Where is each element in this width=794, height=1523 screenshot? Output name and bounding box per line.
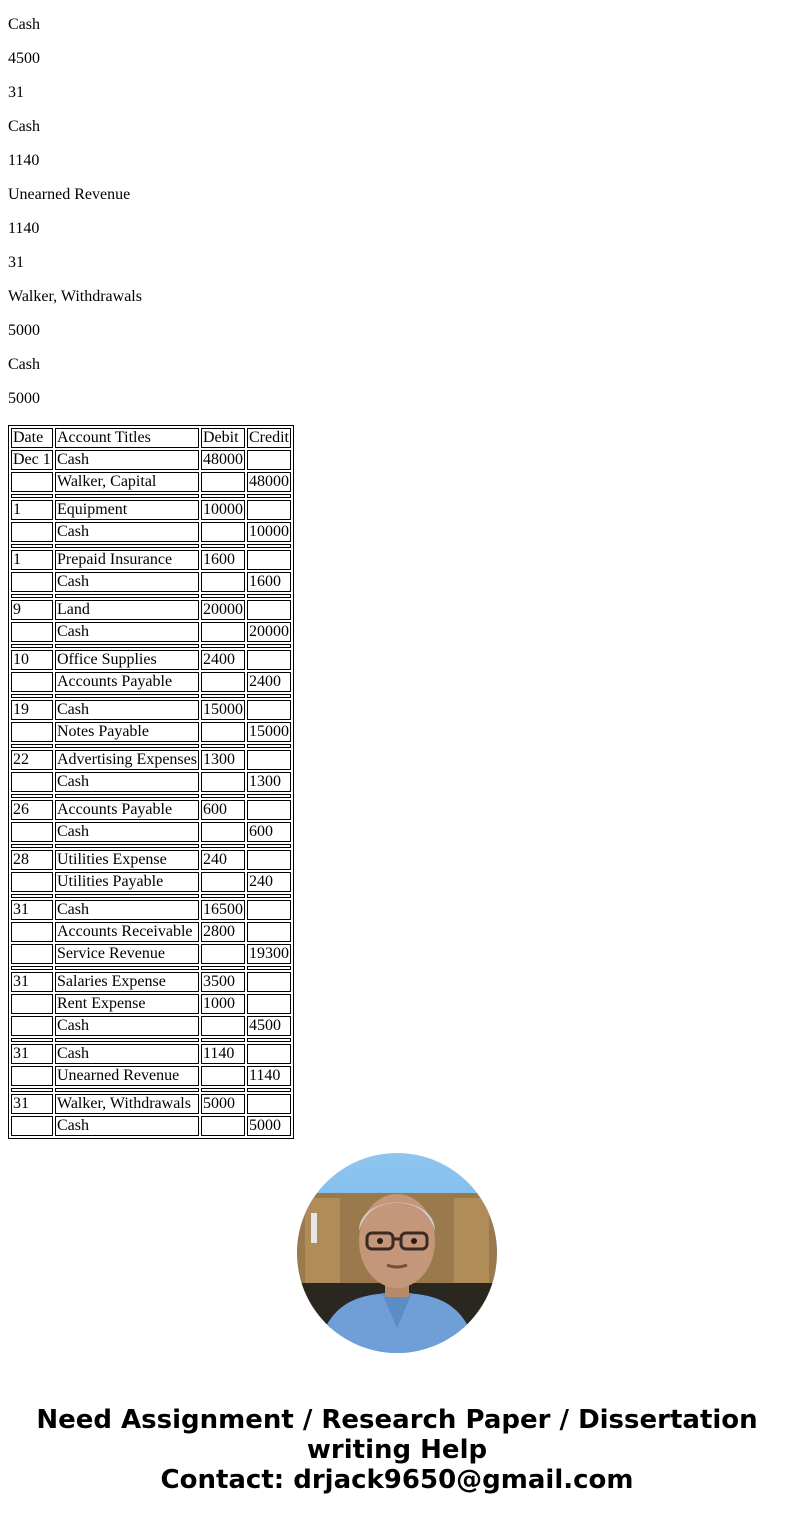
cell-debit	[201, 772, 245, 792]
table-row	[11, 922, 291, 942]
separator-cell	[247, 1038, 291, 1042]
cell-debit: 1140	[201, 1044, 245, 1064]
cell-credit: 1600	[247, 572, 291, 592]
table-row	[11, 550, 291, 570]
separator-cell	[247, 966, 291, 970]
cell-credit: 4500	[247, 1016, 291, 1036]
separator-cell	[247, 1088, 291, 1092]
cell-debit: 2800	[201, 922, 245, 942]
entry-separator-row	[11, 544, 291, 548]
cell-date: Dec 1	[11, 450, 53, 470]
cell-date: 26	[11, 800, 53, 820]
cell-credit: 600	[247, 822, 291, 842]
table-row	[11, 1094, 291, 1114]
cell-account: Notes Payable	[55, 722, 199, 742]
table-row	[11, 1016, 291, 1036]
separator-cell	[247, 694, 291, 698]
cell-debit	[201, 872, 245, 892]
cell-account: Utilities Payable	[55, 872, 199, 892]
cell-debit: 240	[201, 850, 245, 870]
cell-debit	[201, 1066, 245, 1086]
cell-credit	[247, 600, 291, 620]
cell-credit	[247, 650, 291, 670]
cell-account: Accounts Receivable	[55, 922, 199, 942]
separator-cell	[247, 844, 291, 848]
separator-cell	[201, 744, 245, 748]
cell-credit	[247, 1044, 291, 1064]
cell-credit: 2400	[247, 672, 291, 692]
cell-debit	[201, 672, 245, 692]
separator-cell	[11, 844, 53, 848]
cell-date	[11, 722, 53, 742]
cell-account: Cash	[55, 450, 199, 470]
cell-credit	[247, 1094, 291, 1114]
table-row	[11, 750, 291, 770]
entry-separator-row	[11, 966, 291, 970]
separator-cell	[247, 744, 291, 748]
table-row	[11, 500, 291, 520]
table-row	[11, 944, 291, 964]
promo-line-1: Need Assignment / Research Paper / Dissertation	[36, 1405, 758, 1435]
separator-cell	[11, 794, 53, 798]
cell-date: 19	[11, 700, 53, 720]
cell-account: Cash	[55, 822, 199, 842]
cell-credit: 20000	[249, 623, 289, 640]
journal-body	[11, 450, 291, 1136]
cell-account: Utilities Expense	[55, 850, 199, 870]
separator-cell	[55, 844, 199, 848]
separator-cell	[55, 794, 199, 798]
cell-debit	[201, 522, 245, 542]
entry-separator-row	[11, 1088, 291, 1092]
cell-debit	[201, 572, 245, 592]
cell-debit	[201, 622, 245, 642]
separator-cell	[201, 644, 245, 648]
text-line: Cash	[8, 356, 40, 373]
separator-cell	[11, 744, 53, 748]
promo-banner	[0, 1405, 794, 1495]
separator-cell	[55, 1038, 199, 1042]
table-row	[11, 822, 291, 842]
cell-date	[11, 522, 53, 542]
cell-account: Walker, Withdrawals	[55, 1094, 199, 1114]
cell-credit: 1140	[247, 1066, 291, 1086]
cell-account: Prepaid Insurance	[55, 550, 199, 570]
separator-cell	[247, 494, 291, 498]
cell-credit	[247, 900, 291, 920]
header-debit: Debit	[201, 428, 245, 448]
promo-contact: Contact: drjack9650@gmail.com	[160, 1465, 634, 1495]
separator-cell	[55, 494, 199, 498]
cell-credit: 240	[247, 872, 291, 892]
cell-debit: 600	[201, 800, 245, 820]
cell-debit: 5000	[201, 1094, 245, 1114]
separator-cell	[201, 894, 245, 898]
cell-date	[11, 1066, 53, 1086]
separator-cell	[201, 1038, 245, 1042]
separator-cell	[247, 594, 291, 598]
cell-account: Salaries Expense	[55, 972, 199, 992]
cell-date: 31	[11, 1044, 53, 1064]
cell-credit: 48000	[249, 473, 289, 490]
cell-debit: 1000	[201, 994, 245, 1014]
entry-separator-row	[11, 844, 291, 848]
text-line: 1140	[8, 152, 40, 169]
text-line: 31	[8, 254, 24, 271]
cell-account: Cash	[55, 700, 199, 720]
table-row	[11, 850, 291, 870]
separator-cell	[201, 594, 245, 598]
cell-debit: 48000	[203, 451, 243, 468]
text-line: 4500	[8, 50, 40, 67]
cell-credit	[247, 500, 291, 520]
cell-debit	[201, 1016, 245, 1036]
cell-credit	[247, 700, 291, 720]
separator-cell	[247, 894, 291, 898]
table-header-row	[11, 428, 291, 448]
cell-credit	[247, 972, 291, 992]
cell-credit: 15000	[249, 723, 289, 740]
cell-account: Walker, Capital	[55, 472, 199, 492]
cell-date	[11, 472, 53, 492]
cell-account: Office Supplies	[55, 650, 199, 670]
separator-cell	[201, 544, 245, 548]
cell-account: Accounts Payable	[55, 672, 199, 692]
cell-credit	[247, 994, 291, 1014]
separator-cell	[11, 494, 53, 498]
cell-account: Cash	[55, 1116, 199, 1136]
cell-credit: 10000	[249, 523, 289, 540]
cell-debit: 10000	[203, 501, 243, 518]
separator-cell	[55, 894, 199, 898]
cell-debit	[201, 822, 245, 842]
cell-credit: 19300	[249, 945, 289, 962]
cell-debit: 16500	[203, 901, 243, 918]
table-row	[11, 650, 291, 670]
separator-cell	[55, 966, 199, 970]
table-row	[11, 800, 291, 820]
cell-account: Equipment	[55, 500, 199, 520]
entry-separator-row	[11, 594, 291, 598]
table-row	[11, 1044, 291, 1064]
table-row	[11, 872, 291, 892]
cell-date: 31	[11, 972, 53, 992]
table-row	[11, 900, 291, 920]
text-line: Unearned Revenue	[8, 186, 131, 203]
separator-cell	[201, 844, 245, 848]
separator-cell	[201, 794, 245, 798]
separator-cell	[11, 594, 53, 598]
table-row	[11, 572, 291, 592]
cell-account: Cash	[55, 572, 199, 592]
text-line: Cash	[8, 118, 40, 135]
cell-account: Accounts Payable	[55, 800, 199, 820]
header-date: Date	[11, 428, 53, 448]
separator-cell	[11, 894, 53, 898]
table-row	[11, 522, 291, 542]
table-row	[11, 722, 291, 742]
text-line: 1140	[8, 220, 40, 237]
table-row	[11, 1066, 291, 1086]
table-row	[11, 622, 291, 642]
cell-account: Cash	[55, 1016, 199, 1036]
cell-credit	[247, 450, 291, 470]
cell-debit: 3500	[201, 972, 245, 992]
separator-cell	[11, 544, 53, 548]
cell-date	[11, 922, 53, 942]
cell-debit	[201, 722, 245, 742]
promo-line-2: writing Help	[306, 1435, 488, 1465]
separator-cell	[201, 694, 245, 698]
cell-debit: 20000	[203, 601, 243, 618]
cell-credit: 5000	[247, 1116, 291, 1136]
cell-account: Cash	[55, 772, 199, 792]
separator-cell	[201, 966, 245, 970]
cell-debit: 15000	[203, 701, 243, 718]
separator-cell	[247, 544, 291, 548]
text-line: 31	[8, 84, 24, 101]
cell-date	[11, 872, 53, 892]
separator-cell	[11, 644, 53, 648]
separator-cell	[55, 594, 199, 598]
header-account-titles: Account Titles	[55, 428, 199, 448]
entry-separator-row	[11, 794, 291, 798]
cell-credit	[247, 550, 291, 570]
separator-cell	[11, 1038, 53, 1042]
cell-date: 9	[11, 600, 53, 620]
cell-debit	[201, 944, 245, 964]
cell-account: Advertising Expenses	[55, 750, 199, 770]
table-row	[11, 972, 291, 992]
table-row	[11, 600, 291, 620]
journal-table	[8, 425, 294, 1139]
cell-credit	[247, 850, 291, 870]
table-row	[11, 450, 291, 470]
cell-date	[11, 1116, 53, 1136]
cell-debit: 2400	[201, 650, 245, 670]
text-line: Walker, Withdrawals	[8, 288, 142, 305]
cell-debit: 1600	[201, 550, 245, 570]
table-row	[11, 472, 291, 492]
cell-date	[11, 572, 53, 592]
author-photo	[297, 1153, 497, 1353]
table-row	[11, 994, 291, 1014]
separator-cell	[55, 544, 199, 548]
cell-date: 22	[11, 750, 53, 770]
separator-cell	[201, 494, 245, 498]
author-avatar	[297, 1153, 497, 1353]
cell-date: 10	[11, 650, 53, 670]
separator-cell	[201, 1088, 245, 1092]
cell-credit	[247, 800, 291, 820]
cell-account: Service Revenue	[55, 944, 199, 964]
text-line: 5000	[8, 390, 40, 407]
cell-date	[11, 772, 53, 792]
cell-debit: 1300	[201, 750, 245, 770]
cell-date	[11, 822, 53, 842]
table-row	[11, 700, 291, 720]
separator-cell	[11, 966, 53, 970]
cell-date	[11, 1016, 53, 1036]
separator-cell	[11, 694, 53, 698]
entry-separator-row	[11, 894, 291, 898]
entry-separator-row	[11, 1038, 291, 1042]
cell-date: 28	[11, 850, 53, 870]
cell-account: Cash	[55, 622, 199, 642]
text-lines	[8, 16, 142, 424]
entry-separator-row	[11, 494, 291, 498]
separator-cell	[55, 1088, 199, 1092]
cell-account: Cash	[55, 900, 199, 920]
cell-debit	[201, 1116, 245, 1136]
text-line: Cash	[8, 16, 40, 33]
cell-account: Cash	[55, 1044, 199, 1064]
table-row	[11, 1116, 291, 1136]
cell-date: 1	[11, 500, 53, 520]
cell-date	[11, 622, 53, 642]
cell-account: Unearned Revenue	[55, 1066, 199, 1086]
entry-separator-row	[11, 694, 291, 698]
cell-date: 1	[11, 550, 53, 570]
cell-account: Cash	[55, 522, 199, 542]
separator-cell	[55, 694, 199, 698]
header-credit: Credit	[249, 429, 289, 446]
cell-date	[11, 994, 53, 1014]
cell-date	[11, 944, 53, 964]
cell-debit	[201, 472, 245, 492]
cell-account: Land	[55, 600, 199, 620]
separator-cell	[247, 794, 291, 798]
separator-cell	[55, 644, 199, 648]
table-row	[11, 772, 291, 792]
separator-cell	[11, 1088, 53, 1092]
cell-credit	[247, 750, 291, 770]
text-line: 5000	[8, 322, 40, 339]
entry-separator-row	[11, 744, 291, 748]
cell-account: Rent Expense	[55, 994, 199, 1014]
cell-credit	[247, 922, 291, 942]
cell-date: 31	[11, 1094, 53, 1114]
cell-credit: 1300	[247, 772, 291, 792]
cell-date	[11, 672, 53, 692]
entry-separator-row	[11, 644, 291, 648]
separator-cell	[55, 744, 199, 748]
cell-date: 31	[11, 900, 53, 920]
separator-cell	[247, 644, 291, 648]
table-row	[11, 672, 291, 692]
